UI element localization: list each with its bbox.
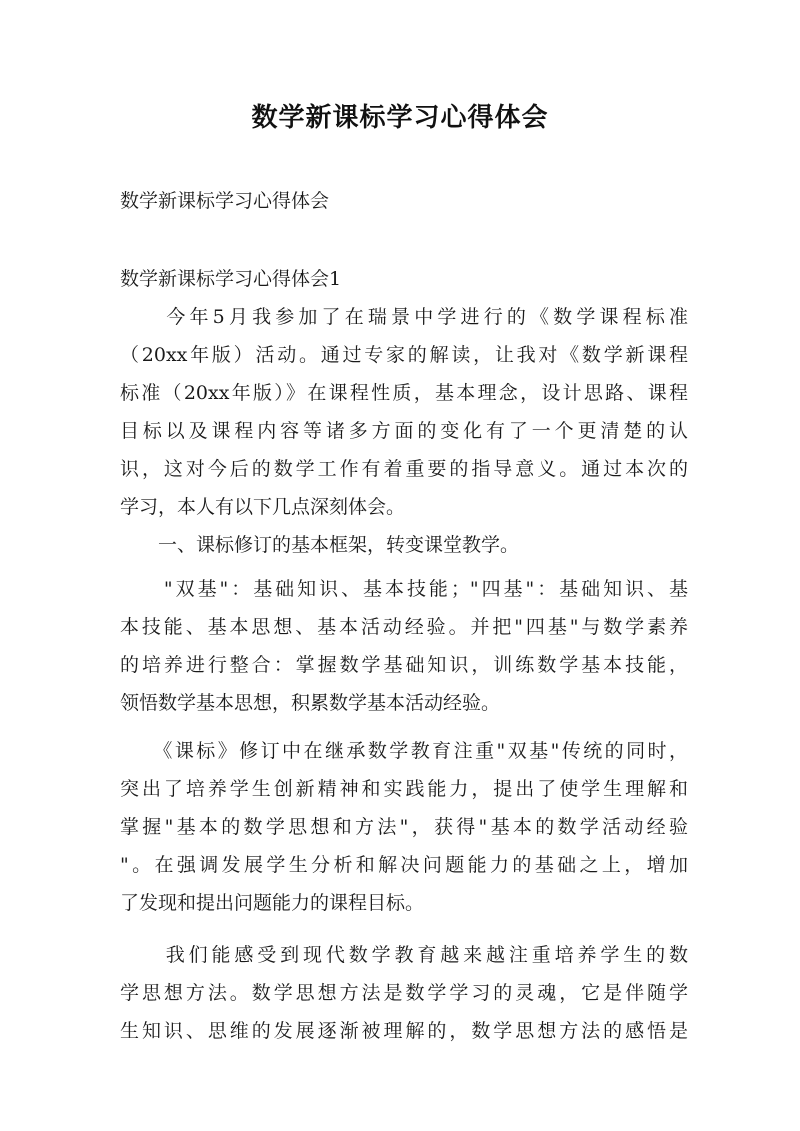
section-heading: 数学新课标学习心得体会1 xyxy=(120,268,342,290)
paragraph-line: "双基"：基础知识、基本技能；"四基"：基础知识、基 xyxy=(120,578,688,600)
paragraph-line: 今年5月我参加了在瑞景中学进行的《数学课程标准 xyxy=(120,306,688,328)
paragraph-line: 识，这对今后的数学工作有着重要的指导意义。通过本次的 xyxy=(120,458,688,480)
document-title: 数学新课标学习心得体会 xyxy=(251,103,549,133)
paragraph-line: 学习，本人有以下几点深刻体会。 xyxy=(120,496,406,518)
paragraph-line: 突出了培养学生创新精神和实践能力，提出了使学生理解和 xyxy=(120,778,688,800)
paragraph-line: 的培养进行整合：掌握数学基础知识，训练数学基本技能， xyxy=(120,654,688,676)
paragraph-line: 掌握"基本的数学思想和方法"，获得"基本的数学活动经验 xyxy=(120,816,688,838)
paragraph-line: 本技能、基本思想、基本活动经验。并把"四基"与数学素养 xyxy=(120,616,688,638)
paragraph-line: 学思想方法。数学思想方法是数学学习的灵魂，它是伴随学 xyxy=(120,982,688,1004)
paragraph-line: 生知识、思维的发展逐渐被理解的，数学思想方法的感悟是 xyxy=(120,1020,688,1042)
document-subtitle: 数学新课标学习心得体会 xyxy=(120,190,330,212)
document-body xyxy=(120,182,688,1050)
paragraph-line: （20xx年版）活动。通过专家的解读，让我对《数学新课程 xyxy=(120,344,688,366)
paragraph-line: 《课标》修订中在继承数学教育注重"双基"传统的同时， xyxy=(120,740,688,762)
paragraph-line: "。在强调发展学生分析和解决问题能力的基础之上，增加 xyxy=(120,854,688,876)
paragraph-line: 了发现和提出问题能力的课程目标。 xyxy=(120,892,425,914)
paragraph-line: 目标以及课程内容等诸多方面的变化有了一个更清楚的认 xyxy=(120,420,688,442)
paragraph-line: 标准（20xx年版）》在课程性质，基本理念，设计思路、课程 xyxy=(120,382,688,404)
paragraph-line: 我们能感受到现代数学教育越来越注重培养学生的数 xyxy=(120,944,688,966)
paragraph-line: 一、课标修订的基本框架，转变课堂教学。 xyxy=(120,534,520,556)
paragraph-line: 领悟数学基本思想，积累数学基本活动经验。 xyxy=(120,692,501,714)
